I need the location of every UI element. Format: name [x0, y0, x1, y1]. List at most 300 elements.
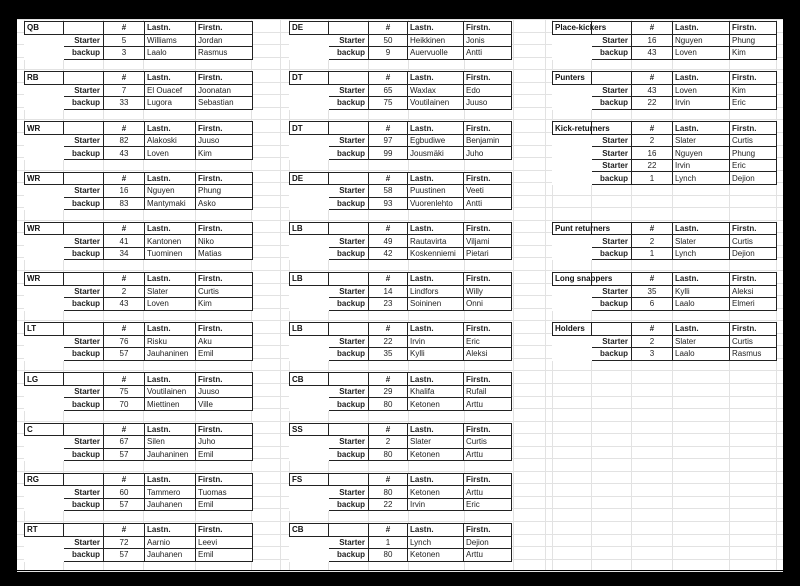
lastname-cell[interactable]: Irvin — [408, 498, 464, 511]
firstname-cell[interactable]: Jonis — [464, 34, 512, 47]
role-cell[interactable]: backup — [329, 498, 369, 511]
header-blank-cell[interactable] — [64, 473, 104, 486]
header-firstname[interactable]: Firstn. — [730, 222, 777, 235]
blank-cell[interactable] — [553, 285, 592, 298]
blank-cell[interactable] — [25, 147, 64, 160]
jersey-number-cell[interactable]: 42 — [369, 247, 408, 260]
jersey-number-cell[interactable]: 43 — [104, 147, 145, 160]
role-cell[interactable]: backup — [64, 298, 104, 311]
role-cell[interactable]: backup — [329, 298, 369, 311]
jersey-number-cell[interactable]: 67 — [104, 436, 145, 449]
lastname-cell[interactable]: Aarnio — [145, 536, 196, 549]
firstname-cell[interactable]: Juuso — [196, 385, 253, 398]
lastname-cell[interactable]: Vuorenlehto — [408, 197, 464, 210]
header-lastname[interactable]: Lastn. — [145, 222, 196, 235]
header-lastname[interactable]: Lastn. — [673, 122, 730, 135]
role-cell[interactable]: backup — [329, 197, 369, 210]
blank-cell[interactable] — [290, 536, 329, 549]
jersey-number-cell[interactable]: 2 — [369, 436, 408, 449]
jersey-number-cell[interactable]: 34 — [104, 247, 145, 260]
firstname-cell[interactable]: Pietari — [464, 247, 512, 260]
header-number[interactable]: # — [632, 72, 673, 85]
blank-cell[interactable] — [25, 247, 64, 260]
role-cell[interactable]: Starter — [592, 134, 632, 147]
blank-cell[interactable] — [553, 97, 592, 110]
header-number[interactable]: # — [104, 122, 145, 135]
position-title[interactable]: Punters — [553, 72, 592, 85]
jersey-number-cell[interactable]: 60 — [104, 486, 145, 499]
firstname-cell[interactable]: Curtis — [730, 335, 777, 348]
header-number[interactable]: # — [104, 473, 145, 486]
firstname-cell[interactable]: Juho — [464, 147, 512, 160]
header-lastname[interactable]: Lastn. — [145, 524, 196, 537]
blank-cell[interactable] — [25, 197, 64, 210]
position-title[interactable]: WR — [25, 222, 64, 235]
jersey-number-cell[interactable]: 2 — [104, 285, 145, 298]
header-blank-cell[interactable] — [329, 72, 369, 85]
firstname-cell[interactable]: Kim — [196, 147, 253, 160]
header-number[interactable]: # — [104, 273, 145, 286]
lastname-cell[interactable]: Nguyen — [673, 147, 730, 160]
firstname-cell[interactable]: Joonatan — [196, 84, 253, 97]
firstname-cell[interactable]: Phung — [196, 185, 253, 198]
header-number[interactable]: # — [369, 72, 408, 85]
jersey-number-cell[interactable]: 16 — [632, 34, 673, 47]
role-cell[interactable]: backup — [329, 47, 369, 60]
blank-cell[interactable] — [290, 235, 329, 248]
jersey-number-cell[interactable]: 80 — [369, 398, 408, 411]
header-number[interactable]: # — [104, 172, 145, 185]
header-firstname[interactable]: Firstn. — [196, 72, 253, 85]
lastname-cell[interactable]: Jauhanen — [145, 498, 196, 511]
jersey-number-cell[interactable]: 50 — [369, 34, 408, 47]
header-number[interactable]: # — [104, 22, 145, 35]
jersey-number-cell[interactable]: 6 — [632, 298, 673, 311]
blank-cell[interactable] — [25, 185, 64, 198]
jersey-number-cell[interactable]: 80 — [369, 549, 408, 562]
blank-cell[interactable] — [25, 448, 64, 461]
role-cell[interactable]: backup — [592, 348, 632, 361]
blank-cell[interactable] — [290, 448, 329, 461]
firstname-cell[interactable]: Eric — [730, 159, 777, 172]
firstname-cell[interactable]: Veeti — [464, 185, 512, 198]
jersey-number-cell[interactable]: 75 — [369, 97, 408, 110]
position-title[interactable]: Kick-returners — [553, 122, 592, 135]
lastname-cell[interactable]: Jauhaninen — [145, 348, 196, 361]
blank-cell[interactable] — [290, 348, 329, 361]
position-title[interactable]: DE — [290, 172, 329, 185]
jersey-number-cell[interactable]: 1 — [369, 536, 408, 549]
header-lastname[interactable]: Lastn. — [408, 222, 464, 235]
lastname-cell[interactable]: Laalo — [145, 47, 196, 60]
blank-cell[interactable] — [290, 134, 329, 147]
jersey-number-cell[interactable]: 2 — [632, 235, 673, 248]
jersey-number-cell[interactable]: 23 — [369, 298, 408, 311]
blank-cell[interactable] — [553, 172, 592, 185]
blank-cell[interactable] — [290, 549, 329, 562]
blank-cell[interactable] — [25, 536, 64, 549]
position-title[interactable]: LB — [290, 273, 329, 286]
position-title[interactable]: DT — [290, 122, 329, 135]
role-cell[interactable]: Starter — [64, 536, 104, 549]
header-firstname[interactable]: Firstn. — [464, 423, 512, 436]
lastname-cell[interactable]: Loven — [145, 298, 196, 311]
header-lastname[interactable]: Lastn. — [145, 473, 196, 486]
lastname-cell[interactable]: Miettinen — [145, 398, 196, 411]
role-cell[interactable]: Starter — [592, 285, 632, 298]
lastname-cell[interactable]: Laalo — [673, 348, 730, 361]
header-lastname[interactable]: Lastn. — [145, 172, 196, 185]
blank-cell[interactable] — [25, 398, 64, 411]
header-number[interactable]: # — [104, 323, 145, 336]
role-cell[interactable]: Starter — [329, 285, 369, 298]
header-number[interactable]: # — [632, 273, 673, 286]
header-lastname[interactable]: Lastn. — [673, 72, 730, 85]
blank-cell[interactable] — [553, 47, 592, 60]
role-cell[interactable]: backup — [592, 172, 632, 185]
header-lastname[interactable]: Lastn. — [408, 473, 464, 486]
position-title[interactable]: Holders — [553, 323, 592, 336]
header-firstname[interactable]: Firstn. — [196, 423, 253, 436]
position-title[interactable]: FS — [290, 473, 329, 486]
header-blank-cell[interactable] — [592, 323, 632, 336]
firstname-cell[interactable]: Juuso — [196, 134, 253, 147]
header-firstname[interactable]: Firstn. — [464, 524, 512, 537]
position-title[interactable]: LB — [290, 323, 329, 336]
lastname-cell[interactable]: Ketonen — [408, 486, 464, 499]
header-firstname[interactable]: Firstn. — [196, 473, 253, 486]
header-lastname[interactable]: Lastn. — [673, 222, 730, 235]
blank-cell[interactable] — [290, 298, 329, 311]
header-blank-cell[interactable] — [64, 423, 104, 436]
role-cell[interactable]: Starter — [329, 335, 369, 348]
role-cell[interactable]: Starter — [329, 185, 369, 198]
blank-cell[interactable] — [553, 247, 592, 260]
jersey-number-cell[interactable]: 22 — [369, 498, 408, 511]
firstname-cell[interactable]: Leevi — [196, 536, 253, 549]
jersey-number-cell[interactable]: 7 — [104, 84, 145, 97]
header-blank-cell[interactable] — [64, 323, 104, 336]
header-blank-cell[interactable] — [64, 222, 104, 235]
lastname-cell[interactable]: El Ouacef — [145, 84, 196, 97]
jersey-number-cell[interactable]: 76 — [104, 335, 145, 348]
firstname-cell[interactable]: Viljami — [464, 235, 512, 248]
firstname-cell[interactable]: Tuomas — [196, 486, 253, 499]
blank-cell[interactable] — [290, 486, 329, 499]
role-cell[interactable]: backup — [64, 398, 104, 411]
jersey-number-cell[interactable]: 33 — [104, 97, 145, 110]
blank-cell[interactable] — [553, 235, 592, 248]
jersey-number-cell[interactable]: 22 — [632, 159, 673, 172]
header-blank-cell[interactable] — [64, 373, 104, 386]
header-number[interactable]: # — [632, 22, 673, 35]
header-firstname[interactable]: Firstn. — [730, 22, 777, 35]
header-lastname[interactable]: Lastn. — [145, 373, 196, 386]
header-blank-cell[interactable] — [329, 473, 369, 486]
header-number[interactable]: # — [104, 222, 145, 235]
role-cell[interactable]: backup — [592, 298, 632, 311]
firstname-cell[interactable]: Rasmus — [730, 348, 777, 361]
header-blank-cell[interactable] — [64, 524, 104, 537]
role-cell[interactable]: backup — [329, 348, 369, 361]
lastname-cell[interactable]: Lindfors — [408, 285, 464, 298]
header-blank-cell[interactable] — [329, 22, 369, 35]
lastname-cell[interactable]: Ketonen — [408, 398, 464, 411]
lastname-cell[interactable]: Slater — [673, 335, 730, 348]
header-firstname[interactable]: Firstn. — [730, 323, 777, 336]
position-title[interactable]: RB — [25, 72, 64, 85]
role-cell[interactable]: Starter — [64, 436, 104, 449]
firstname-cell[interactable]: Niko — [196, 235, 253, 248]
role-cell[interactable]: Starter — [64, 486, 104, 499]
header-firstname[interactable]: Firstn. — [464, 273, 512, 286]
firstname-cell[interactable]: Jordan — [196, 34, 253, 47]
role-cell[interactable]: backup — [592, 47, 632, 60]
lastname-cell[interactable]: Koskenniemi — [408, 247, 464, 260]
position-title[interactable]: WR — [25, 172, 64, 185]
firstname-cell[interactable]: Rasmus — [196, 47, 253, 60]
header-number[interactable]: # — [369, 122, 408, 135]
firstname-cell[interactable]: Ville — [196, 398, 253, 411]
header-firstname[interactable]: Firstn. — [464, 473, 512, 486]
header-blank-cell[interactable] — [64, 172, 104, 185]
header-number[interactable]: # — [104, 373, 145, 386]
role-cell[interactable]: backup — [64, 147, 104, 160]
jersey-number-cell[interactable]: 43 — [104, 298, 145, 311]
role-cell[interactable]: backup — [329, 147, 369, 160]
jersey-number-cell[interactable]: 1 — [632, 172, 673, 185]
role-cell[interactable]: Starter — [64, 235, 104, 248]
role-cell[interactable]: Starter — [64, 335, 104, 348]
lastname-cell[interactable]: Puustinen — [408, 185, 464, 198]
firstname-cell[interactable]: Eric — [464, 498, 512, 511]
blank-cell[interactable] — [25, 235, 64, 248]
firstname-cell[interactable]: Aleksi — [464, 348, 512, 361]
position-title[interactable]: CB — [290, 524, 329, 537]
lastname-cell[interactable]: Lynch — [673, 172, 730, 185]
header-number[interactable]: # — [369, 473, 408, 486]
firstname-cell[interactable]: Dejion — [730, 247, 777, 260]
lastname-cell[interactable]: Slater — [673, 235, 730, 248]
lastname-cell[interactable]: Kantonen — [145, 235, 196, 248]
header-firstname[interactable]: Firstn. — [464, 373, 512, 386]
lastname-cell[interactable]: Kylli — [673, 285, 730, 298]
role-cell[interactable]: Starter — [329, 235, 369, 248]
position-title[interactable]: WR — [25, 273, 64, 286]
role-cell[interactable]: backup — [64, 197, 104, 210]
firstname-cell[interactable]: Juuso — [464, 97, 512, 110]
blank-cell[interactable] — [290, 498, 329, 511]
jersey-number-cell[interactable]: 57 — [104, 348, 145, 361]
header-firstname[interactable]: Firstn. — [196, 273, 253, 286]
role-cell[interactable]: backup — [64, 47, 104, 60]
role-cell[interactable]: Starter — [64, 134, 104, 147]
blank-cell[interactable] — [290, 398, 329, 411]
header-number[interactable]: # — [369, 273, 408, 286]
jersey-number-cell[interactable]: 57 — [104, 498, 145, 511]
lastname-cell[interactable]: Ketonen — [408, 549, 464, 562]
jersey-number-cell[interactable]: 5 — [104, 34, 145, 47]
header-firstname[interactable]: Firstn. — [464, 222, 512, 235]
role-cell[interactable]: Starter — [592, 147, 632, 160]
firstname-cell[interactable]: Willy — [464, 285, 512, 298]
blank-cell[interactable] — [25, 134, 64, 147]
header-lastname[interactable]: Lastn. — [408, 22, 464, 35]
header-lastname[interactable]: Lastn. — [408, 172, 464, 185]
header-lastname[interactable]: Lastn. — [408, 373, 464, 386]
lastname-cell[interactable]: Rautavirta — [408, 235, 464, 248]
firstname-cell[interactable]: Kim — [730, 47, 777, 60]
role-cell[interactable]: backup — [329, 549, 369, 562]
lastname-cell[interactable]: Risku — [145, 335, 196, 348]
blank-cell[interactable] — [25, 84, 64, 97]
header-blank-cell[interactable] — [64, 273, 104, 286]
jersey-number-cell[interactable]: 16 — [632, 147, 673, 160]
role-cell[interactable]: backup — [64, 498, 104, 511]
header-lastname[interactable]: Lastn. — [145, 22, 196, 35]
role-cell[interactable]: backup — [329, 398, 369, 411]
firstname-cell[interactable]: Asko — [196, 197, 253, 210]
jersey-number-cell[interactable]: 35 — [632, 285, 673, 298]
header-blank-cell[interactable] — [329, 122, 369, 135]
jersey-number-cell[interactable]: 43 — [632, 84, 673, 97]
position-title[interactable]: C — [25, 423, 64, 436]
lastname-cell[interactable]: Jauhaninen — [145, 448, 196, 461]
firstname-cell[interactable]: Arttu — [464, 486, 512, 499]
role-cell[interactable]: backup — [64, 448, 104, 461]
blank-cell[interactable] — [25, 47, 64, 60]
jersey-number-cell[interactable]: 22 — [369, 335, 408, 348]
role-cell[interactable]: backup — [329, 97, 369, 110]
header-lastname[interactable]: Lastn. — [408, 423, 464, 436]
lastname-cell[interactable]: Slater — [408, 436, 464, 449]
blank-cell[interactable] — [553, 348, 592, 361]
header-blank-cell[interactable] — [592, 72, 632, 85]
jersey-number-cell[interactable]: 41 — [104, 235, 145, 248]
blank-cell[interactable] — [25, 498, 64, 511]
lastname-cell[interactable]: Khalifa — [408, 385, 464, 398]
jersey-number-cell[interactable]: 3 — [632, 348, 673, 361]
role-cell[interactable]: backup — [592, 97, 632, 110]
header-firstname[interactable]: Firstn. — [730, 72, 777, 85]
jersey-number-cell[interactable]: 99 — [369, 147, 408, 160]
lastname-cell[interactable]: Jousmäki — [408, 147, 464, 160]
blank-cell[interactable] — [290, 185, 329, 198]
jersey-number-cell[interactable]: 29 — [369, 385, 408, 398]
role-cell[interactable]: Starter — [592, 235, 632, 248]
role-cell[interactable]: backup — [329, 247, 369, 260]
firstname-cell[interactable]: Aku — [196, 335, 253, 348]
header-lastname[interactable]: Lastn. — [408, 72, 464, 85]
header-lastname[interactable]: Lastn. — [408, 323, 464, 336]
jersey-number-cell[interactable]: 2 — [632, 335, 673, 348]
position-title[interactable]: QB — [25, 22, 64, 35]
position-title[interactable]: DE — [290, 22, 329, 35]
header-blank-cell[interactable] — [329, 172, 369, 185]
header-number[interactable]: # — [632, 222, 673, 235]
firstname-cell[interactable]: Curtis — [196, 285, 253, 298]
role-cell[interactable]: Starter — [329, 436, 369, 449]
blank-cell[interactable] — [553, 159, 592, 172]
blank-cell[interactable] — [25, 298, 64, 311]
jersey-number-cell[interactable]: 75 — [104, 385, 145, 398]
firstname-cell[interactable]: Dejion — [730, 172, 777, 185]
jersey-number-cell[interactable]: 9 — [369, 47, 408, 60]
role-cell[interactable]: Starter — [64, 34, 104, 47]
header-firstname[interactable]: Firstn. — [196, 222, 253, 235]
firstname-cell[interactable]: Arttu — [464, 398, 512, 411]
firstname-cell[interactable]: Arttu — [464, 448, 512, 461]
header-number[interactable]: # — [369, 222, 408, 235]
blank-cell[interactable] — [25, 385, 64, 398]
position-title[interactable]: LG — [25, 373, 64, 386]
lastname-cell[interactable]: Laalo — [673, 298, 730, 311]
position-title[interactable]: DT — [290, 72, 329, 85]
firstname-cell[interactable]: Aleksi — [730, 285, 777, 298]
lastname-cell[interactable]: Slater — [145, 285, 196, 298]
header-blank-cell[interactable] — [64, 72, 104, 85]
jersey-number-cell[interactable]: 82 — [104, 134, 145, 147]
role-cell[interactable]: Starter — [329, 486, 369, 499]
header-lastname[interactable]: Lastn. — [145, 122, 196, 135]
jersey-number-cell[interactable]: 2 — [632, 134, 673, 147]
header-firstname[interactable]: Firstn. — [464, 172, 512, 185]
firstname-cell[interactable]: Emil — [196, 549, 253, 562]
header-firstname[interactable]: Firstn. — [730, 273, 777, 286]
lastname-cell[interactable]: Nguyen — [673, 34, 730, 47]
lastname-cell[interactable]: Silen — [145, 436, 196, 449]
jersey-number-cell[interactable]: 93 — [369, 197, 408, 210]
blank-cell[interactable] — [290, 47, 329, 60]
position-title[interactable]: Punt returners — [553, 222, 592, 235]
header-number[interactable]: # — [104, 423, 145, 436]
header-firstname[interactable]: Firstn. — [196, 122, 253, 135]
lastname-cell[interactable]: Mantymaki — [145, 197, 196, 210]
header-blank-cell[interactable] — [329, 373, 369, 386]
position-title[interactable]: CB — [290, 373, 329, 386]
header-lastname[interactable]: Lastn. — [145, 423, 196, 436]
lastname-cell[interactable]: Tuominen — [145, 247, 196, 260]
lastname-cell[interactable]: Tammero — [145, 486, 196, 499]
header-number[interactable]: # — [369, 373, 408, 386]
lastname-cell[interactable]: Irvin — [673, 97, 730, 110]
blank-cell[interactable] — [290, 335, 329, 348]
blank-cell[interactable] — [553, 84, 592, 97]
position-title[interactable]: SS — [290, 423, 329, 436]
position-title[interactable]: Long snappers — [553, 273, 592, 286]
firstname-cell[interactable]: Antti — [464, 197, 512, 210]
position-title[interactable]: LT — [25, 323, 64, 336]
role-cell[interactable]: backup — [329, 448, 369, 461]
lastname-cell[interactable]: Auervuolle — [408, 47, 464, 60]
lastname-cell[interactable]: Lynch — [673, 247, 730, 260]
firstname-cell[interactable]: Sebastian — [196, 97, 253, 110]
role-cell[interactable]: Starter — [329, 134, 369, 147]
lastname-cell[interactable]: Irvin — [408, 335, 464, 348]
jersey-number-cell[interactable]: 58 — [369, 185, 408, 198]
jersey-number-cell[interactable]: 43 — [632, 47, 673, 60]
blank-cell[interactable] — [25, 348, 64, 361]
blank-cell[interactable] — [553, 147, 592, 160]
jersey-number-cell[interactable]: 22 — [632, 97, 673, 110]
position-title[interactable]: WR — [25, 122, 64, 135]
header-firstname[interactable]: Firstn. — [196, 373, 253, 386]
jersey-number-cell[interactable]: 65 — [369, 84, 408, 97]
lastname-cell[interactable]: Voutilainen — [145, 385, 196, 398]
blank-cell[interactable] — [25, 436, 64, 449]
firstname-cell[interactable]: Eric — [730, 97, 777, 110]
jersey-number-cell[interactable]: 83 — [104, 197, 145, 210]
